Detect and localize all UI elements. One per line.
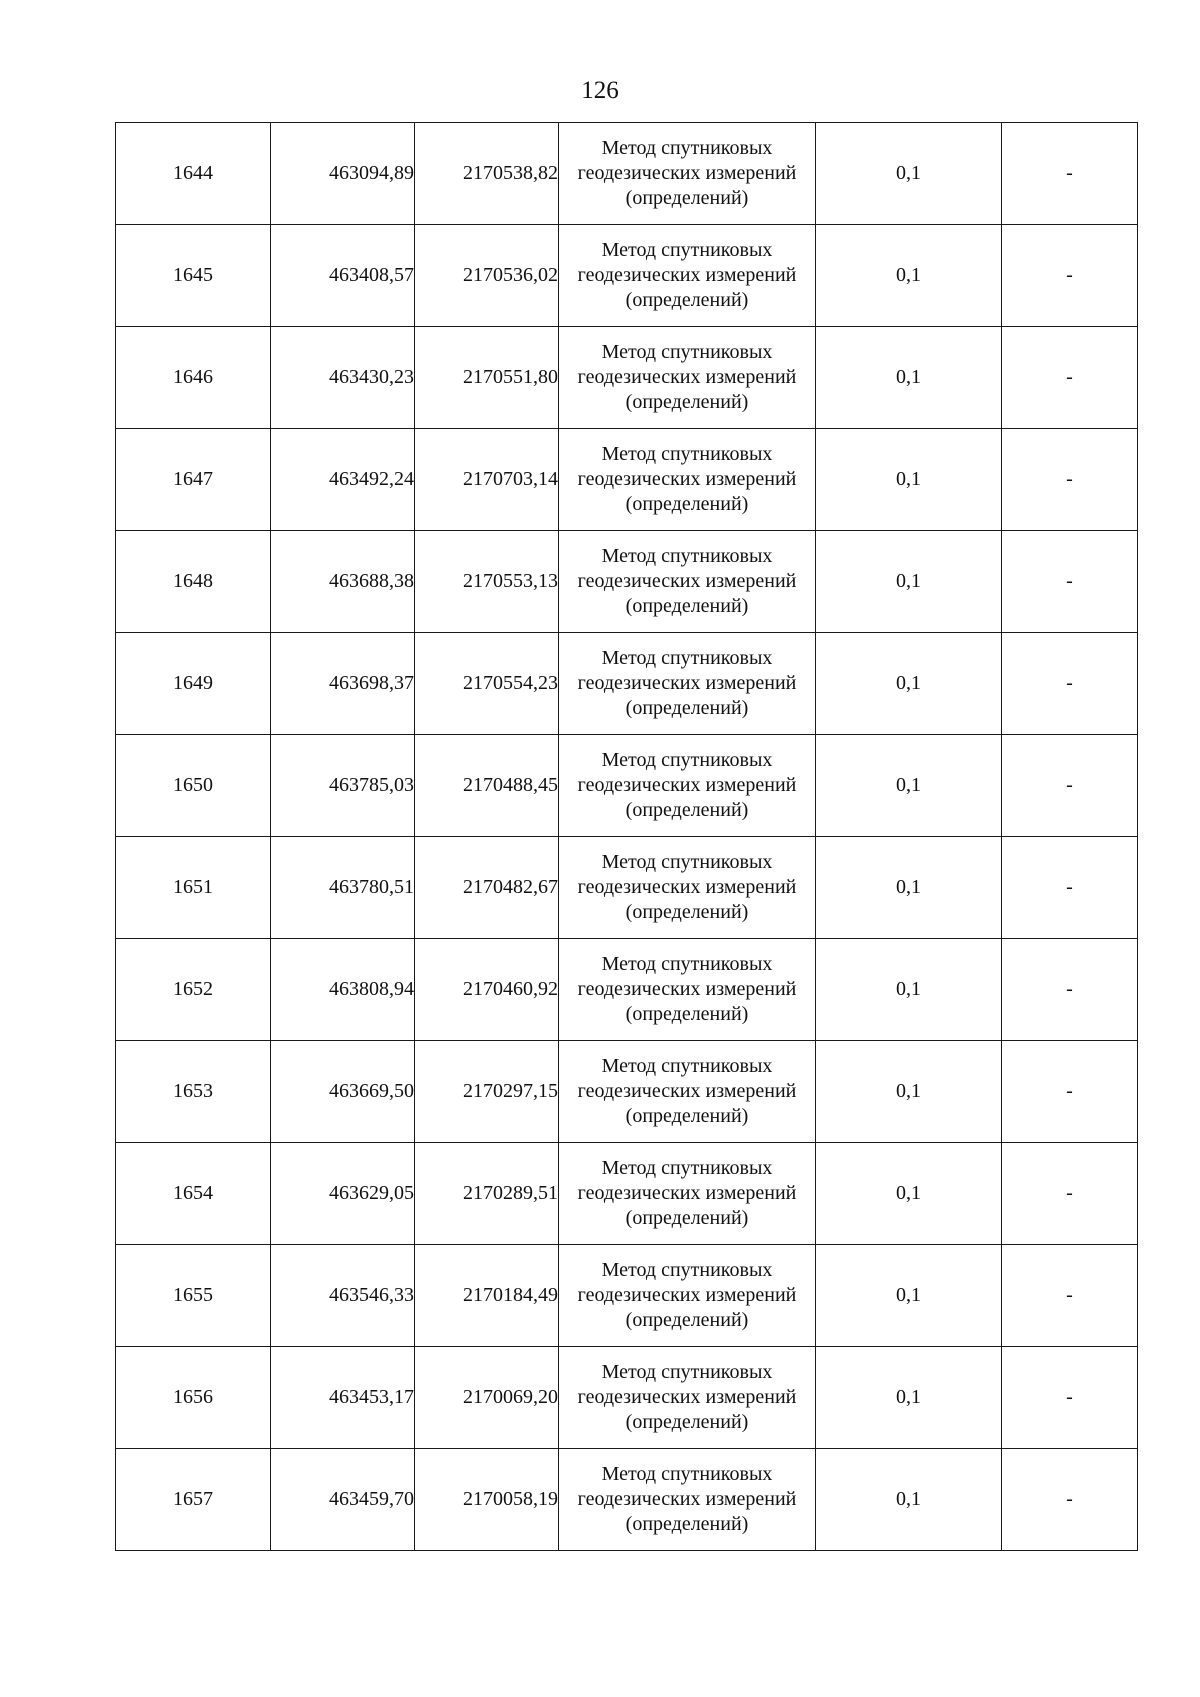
table-row [116,1449,1138,1551]
accuracy-cell: 0,1 [816,327,1002,429]
y-coordinate-cell: 2170554,23 [415,633,559,735]
point-number-cell: 1647 [116,429,271,531]
method-line: (определений) [625,1207,749,1229]
description-cell: - [1002,837,1138,939]
method-line: (определений) [625,697,749,719]
x-coordinate-cell: 463408,57 [271,225,415,327]
x-coordinate-cell: 463492,24 [271,429,415,531]
method-line: геодезических измерений [577,468,797,490]
method-cell [559,123,816,225]
point-number-cell: 1650 [116,735,271,837]
method-line: Метод спутниковых [601,1463,773,1485]
method-line: Метод спутниковых [601,1361,773,1383]
point-number-cell: 1655 [116,1245,271,1347]
description-cell: - [1002,429,1138,531]
description-cell: - [1002,123,1138,225]
table-row [116,1143,1138,1245]
description-cell: - [1002,225,1138,327]
point-number-cell: 1652 [116,939,271,1041]
method-line: геодезических измерений [577,162,797,184]
table-row [116,837,1138,939]
y-coordinate-cell: 2170551,80 [415,327,559,429]
coordinates-table [115,122,1138,1551]
accuracy-cell: 0,1 [816,123,1002,225]
method-line: геодезических измерений [577,1386,797,1408]
y-coordinate-cell: 2170184,49 [415,1245,559,1347]
description-cell: - [1002,735,1138,837]
point-number-cell: 1653 [116,1041,271,1143]
x-coordinate-cell: 463698,37 [271,633,415,735]
point-number-cell: 1654 [116,1143,271,1245]
method-line: Метод спутниковых [601,239,773,261]
method-line: геодезических измерений [577,1488,797,1510]
method-line: геодезических измерений [577,672,797,694]
accuracy-cell: 0,1 [816,633,1002,735]
x-coordinate-cell: 463688,38 [271,531,415,633]
accuracy-cell: 0,1 [816,1347,1002,1449]
method-line: (определений) [625,493,749,515]
accuracy-cell: 0,1 [816,1041,1002,1143]
y-coordinate-cell: 2170297,15 [415,1041,559,1143]
method-line: геодезических измерений [577,1182,797,1204]
method-line: Метод спутниковых [601,137,773,159]
method-line: Метод спутниковых [601,1259,773,1281]
accuracy-cell: 0,1 [816,837,1002,939]
table-row [116,225,1138,327]
table-row [116,531,1138,633]
method-cell [559,1347,816,1449]
description-cell: - [1002,1449,1138,1551]
method-line: (определений) [625,1411,749,1433]
method-cell [559,327,816,429]
method-cell [559,1143,816,1245]
table-row [116,633,1138,735]
method-line: геодезических измерений [577,876,797,898]
point-number-cell: 1648 [116,531,271,633]
method-cell [559,429,816,531]
table-row [116,939,1138,1041]
accuracy-cell: 0,1 [816,225,1002,327]
table-row [116,123,1138,225]
x-coordinate-cell: 463546,33 [271,1245,415,1347]
method-line: Метод спутниковых [601,1157,773,1179]
method-line: (определений) [625,901,749,923]
table-row [116,1245,1138,1347]
accuracy-cell: 0,1 [816,1449,1002,1551]
point-number-cell: 1649 [116,633,271,735]
accuracy-cell: 0,1 [816,1143,1002,1245]
method-line: (определений) [625,1513,749,1535]
x-coordinate-cell: 463453,17 [271,1347,415,1449]
y-coordinate-cell: 2170488,45 [415,735,559,837]
y-coordinate-cell: 2170536,02 [415,225,559,327]
method-line: Метод спутниковых [601,647,773,669]
description-cell: - [1002,633,1138,735]
method-line: (определений) [625,595,749,617]
x-coordinate-cell: 463785,03 [271,735,415,837]
method-line: (определений) [625,1105,749,1127]
x-coordinate-cell: 463780,51 [271,837,415,939]
method-line: (определений) [625,1309,749,1331]
method-line: (определений) [625,187,749,209]
point-number-cell: 1644 [116,123,271,225]
table-row [116,1041,1138,1143]
description-cell: - [1002,1041,1138,1143]
accuracy-cell: 0,1 [816,1245,1002,1347]
description-cell: - [1002,939,1138,1041]
method-cell [559,531,816,633]
table-row [116,735,1138,837]
method-line: (определений) [625,289,749,311]
table-row [116,429,1138,531]
method-line: геодезических измерений [577,264,797,286]
method-cell [559,1041,816,1143]
method-line: Метод спутниковых [601,1055,773,1077]
description-cell: - [1002,1245,1138,1347]
y-coordinate-cell: 2170703,14 [415,429,559,531]
point-number-cell: 1656 [116,1347,271,1449]
description-cell: - [1002,1143,1138,1245]
method-line: Метод спутниковых [601,443,773,465]
x-coordinate-cell: 463459,70 [271,1449,415,1551]
method-line: геодезических измерений [577,978,797,1000]
x-coordinate-cell: 463669,50 [271,1041,415,1143]
method-line: геодезических измерений [577,570,797,592]
method-line: Метод спутниковых [601,749,773,771]
method-cell [559,225,816,327]
method-cell [559,837,816,939]
y-coordinate-cell: 2170553,13 [415,531,559,633]
table-row [116,1347,1138,1449]
coordinates-table-body [116,123,1138,1551]
method-line: геодезических измерений [577,774,797,796]
y-coordinate-cell: 2170538,82 [415,123,559,225]
accuracy-cell: 0,1 [816,939,1002,1041]
method-line: (определений) [625,391,749,413]
point-number-cell: 1645 [116,225,271,327]
method-line: Метод спутниковых [601,851,773,873]
method-line: (определений) [625,1003,749,1025]
point-number-cell: 1657 [116,1449,271,1551]
method-line: Метод спутниковых [601,545,773,567]
method-cell [559,939,816,1041]
point-number-cell: 1646 [116,327,271,429]
y-coordinate-cell: 2170289,51 [415,1143,559,1245]
method-line: геодезических измерений [577,1080,797,1102]
method-line: геодезических измерений [577,366,797,388]
x-coordinate-cell: 463629,05 [271,1143,415,1245]
y-coordinate-cell: 2170069,20 [415,1347,559,1449]
method-line: (определений) [625,799,749,821]
x-coordinate-cell: 463808,94 [271,939,415,1041]
accuracy-cell: 0,1 [816,531,1002,633]
accuracy-cell: 0,1 [816,735,1002,837]
method-line: геодезических измерений [577,1284,797,1306]
description-cell: - [1002,531,1138,633]
point-number-cell: 1651 [116,837,271,939]
method-cell [559,633,816,735]
x-coordinate-cell: 463430,23 [271,327,415,429]
page-number: 126 [581,77,619,104]
method-cell [559,735,816,837]
y-coordinate-cell: 2170482,67 [415,837,559,939]
method-cell [559,1245,816,1347]
method-line: Метод спутниковых [601,341,773,363]
description-cell: - [1002,1347,1138,1449]
y-coordinate-cell: 2170058,19 [415,1449,559,1551]
x-coordinate-cell: 463094,89 [271,123,415,225]
method-line: Метод спутниковых [601,953,773,975]
table-row [116,327,1138,429]
description-cell: - [1002,327,1138,429]
method-cell [559,1449,816,1551]
accuracy-cell: 0,1 [816,429,1002,531]
y-coordinate-cell: 2170460,92 [415,939,559,1041]
